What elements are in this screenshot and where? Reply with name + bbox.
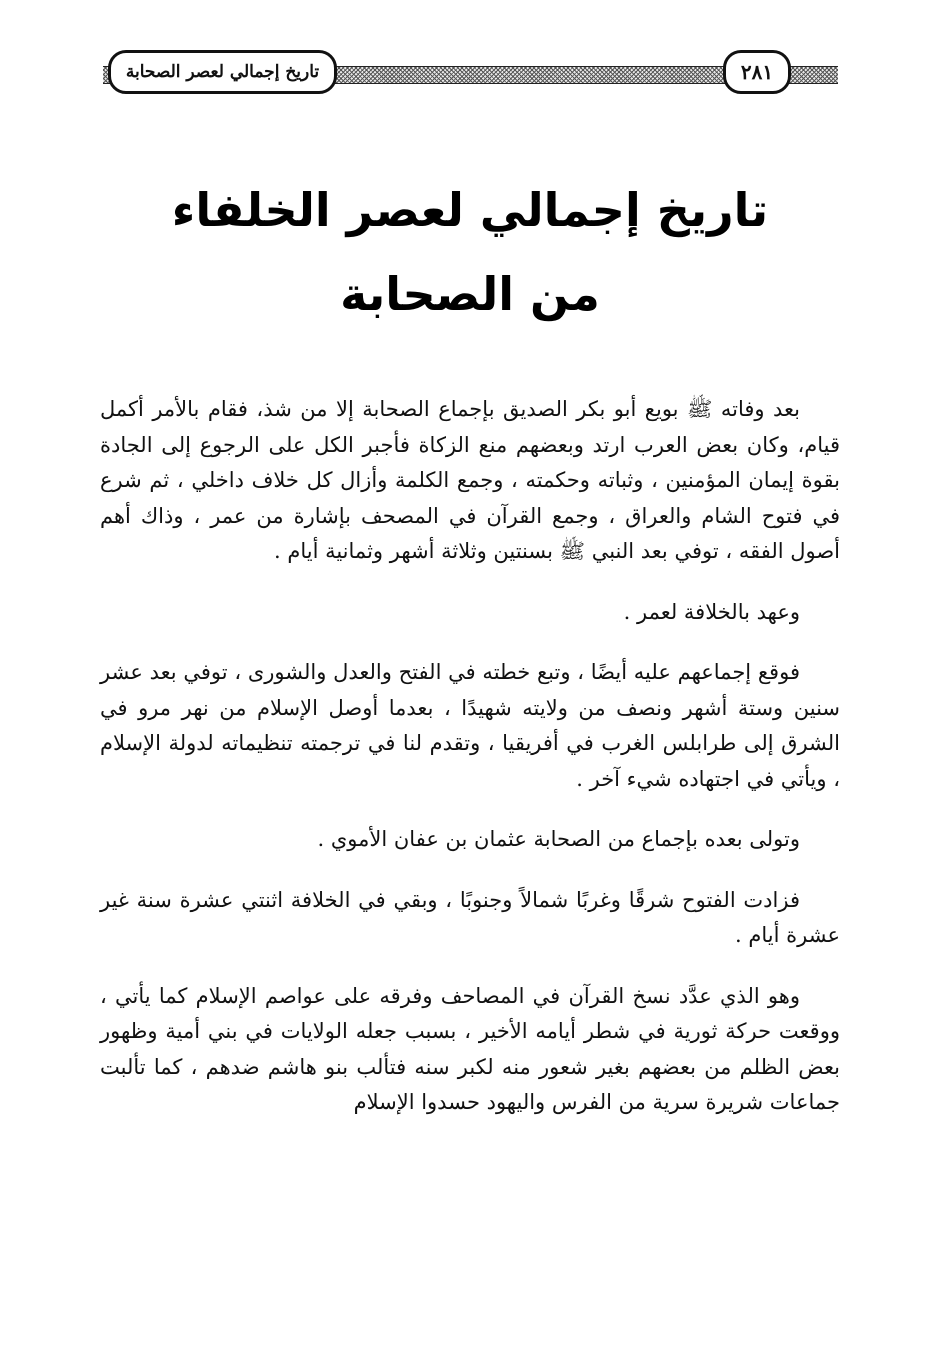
paragraph: وهو الذي عدَّد نسخ القرآن في المصاحف وفرقه على عواصم الإسلام كما يأتي ، ووقعت حركة ثورية في شطر أيامه الأخير ، بسبب جعله الولايات في بني أمية وظهور بعض الظلم من بعضهم بغير شعور منه لكبر سنه فتألب بنو هاشم ضدهم ، كما تألبت جماعات شريرة سرية من الفرس واليهود حسدوا الإسلام — [100, 983, 840, 1114]
chapter-title-line-2: من الصحابة — [340, 267, 600, 321]
page-number: ٢٨١ — [723, 50, 791, 94]
paragraph: وتولى بعده بإجماع من الصحابة عثمان بن عفان الأموي . — [317, 827, 800, 851]
page-header — [103, 44, 838, 102]
paragraph: فوقع إجماعهم عليه أيضًا ، وتبع خطته في الفتح والعدل والشورى ، توفي بعد عشر سنين وستة أشهر ونصف من ولايته شهيدًا ، بعدما أوصل الإسلام من نهر مرو في الشرق إلى طرابلس الغرب في أفريقيا ، وتقدم لنا في ترجمته تنظيماته لدولة الإسلام ، ويأتي في اجتهاده شيء آخر . — [100, 660, 840, 791]
chapter-title — [100, 168, 840, 336]
paragraph: فزادت الفتوح شرقًا وغربًا شمالاً وجنوبًا ، وبقي في الخلافة اثنتي عشرة سنة غير عشرة أيام . — [100, 887, 840, 947]
body-text — [100, 392, 840, 1146]
paragraph: بعد وفاته ﷺ بويع أبو بكر الصديق بإجماع الصحابة إلا من شذ، فقام بالأمر أكمل قيام، وكان بعض العرب ارتد وبعضهم منع الزكاة فأجبر الكل على الرجوع إلى الجادة بقوة إيمان المؤمنين ، وثباته وحكمته ، وجمع الكلمة وأزال كل خلاف داخلي ، ثم شرع في فتوح الشام والعراق ، وجمع القرآن في المصحف بإشارة من عمر ، وذاك أهم أصول الفقه ، توفي بعد النبي ﷺ بسنتين وثلاثة أشهر وثمانية أيام . — [100, 397, 840, 563]
running-title: تاريخ إجمالي لعصر الصحابة — [108, 50, 337, 94]
paragraph: وعهد بالخلافة لعمر . — [623, 599, 800, 624]
chapter-title-line-1: تاريخ إجمالي لعصر الخلفاء — [171, 183, 769, 237]
